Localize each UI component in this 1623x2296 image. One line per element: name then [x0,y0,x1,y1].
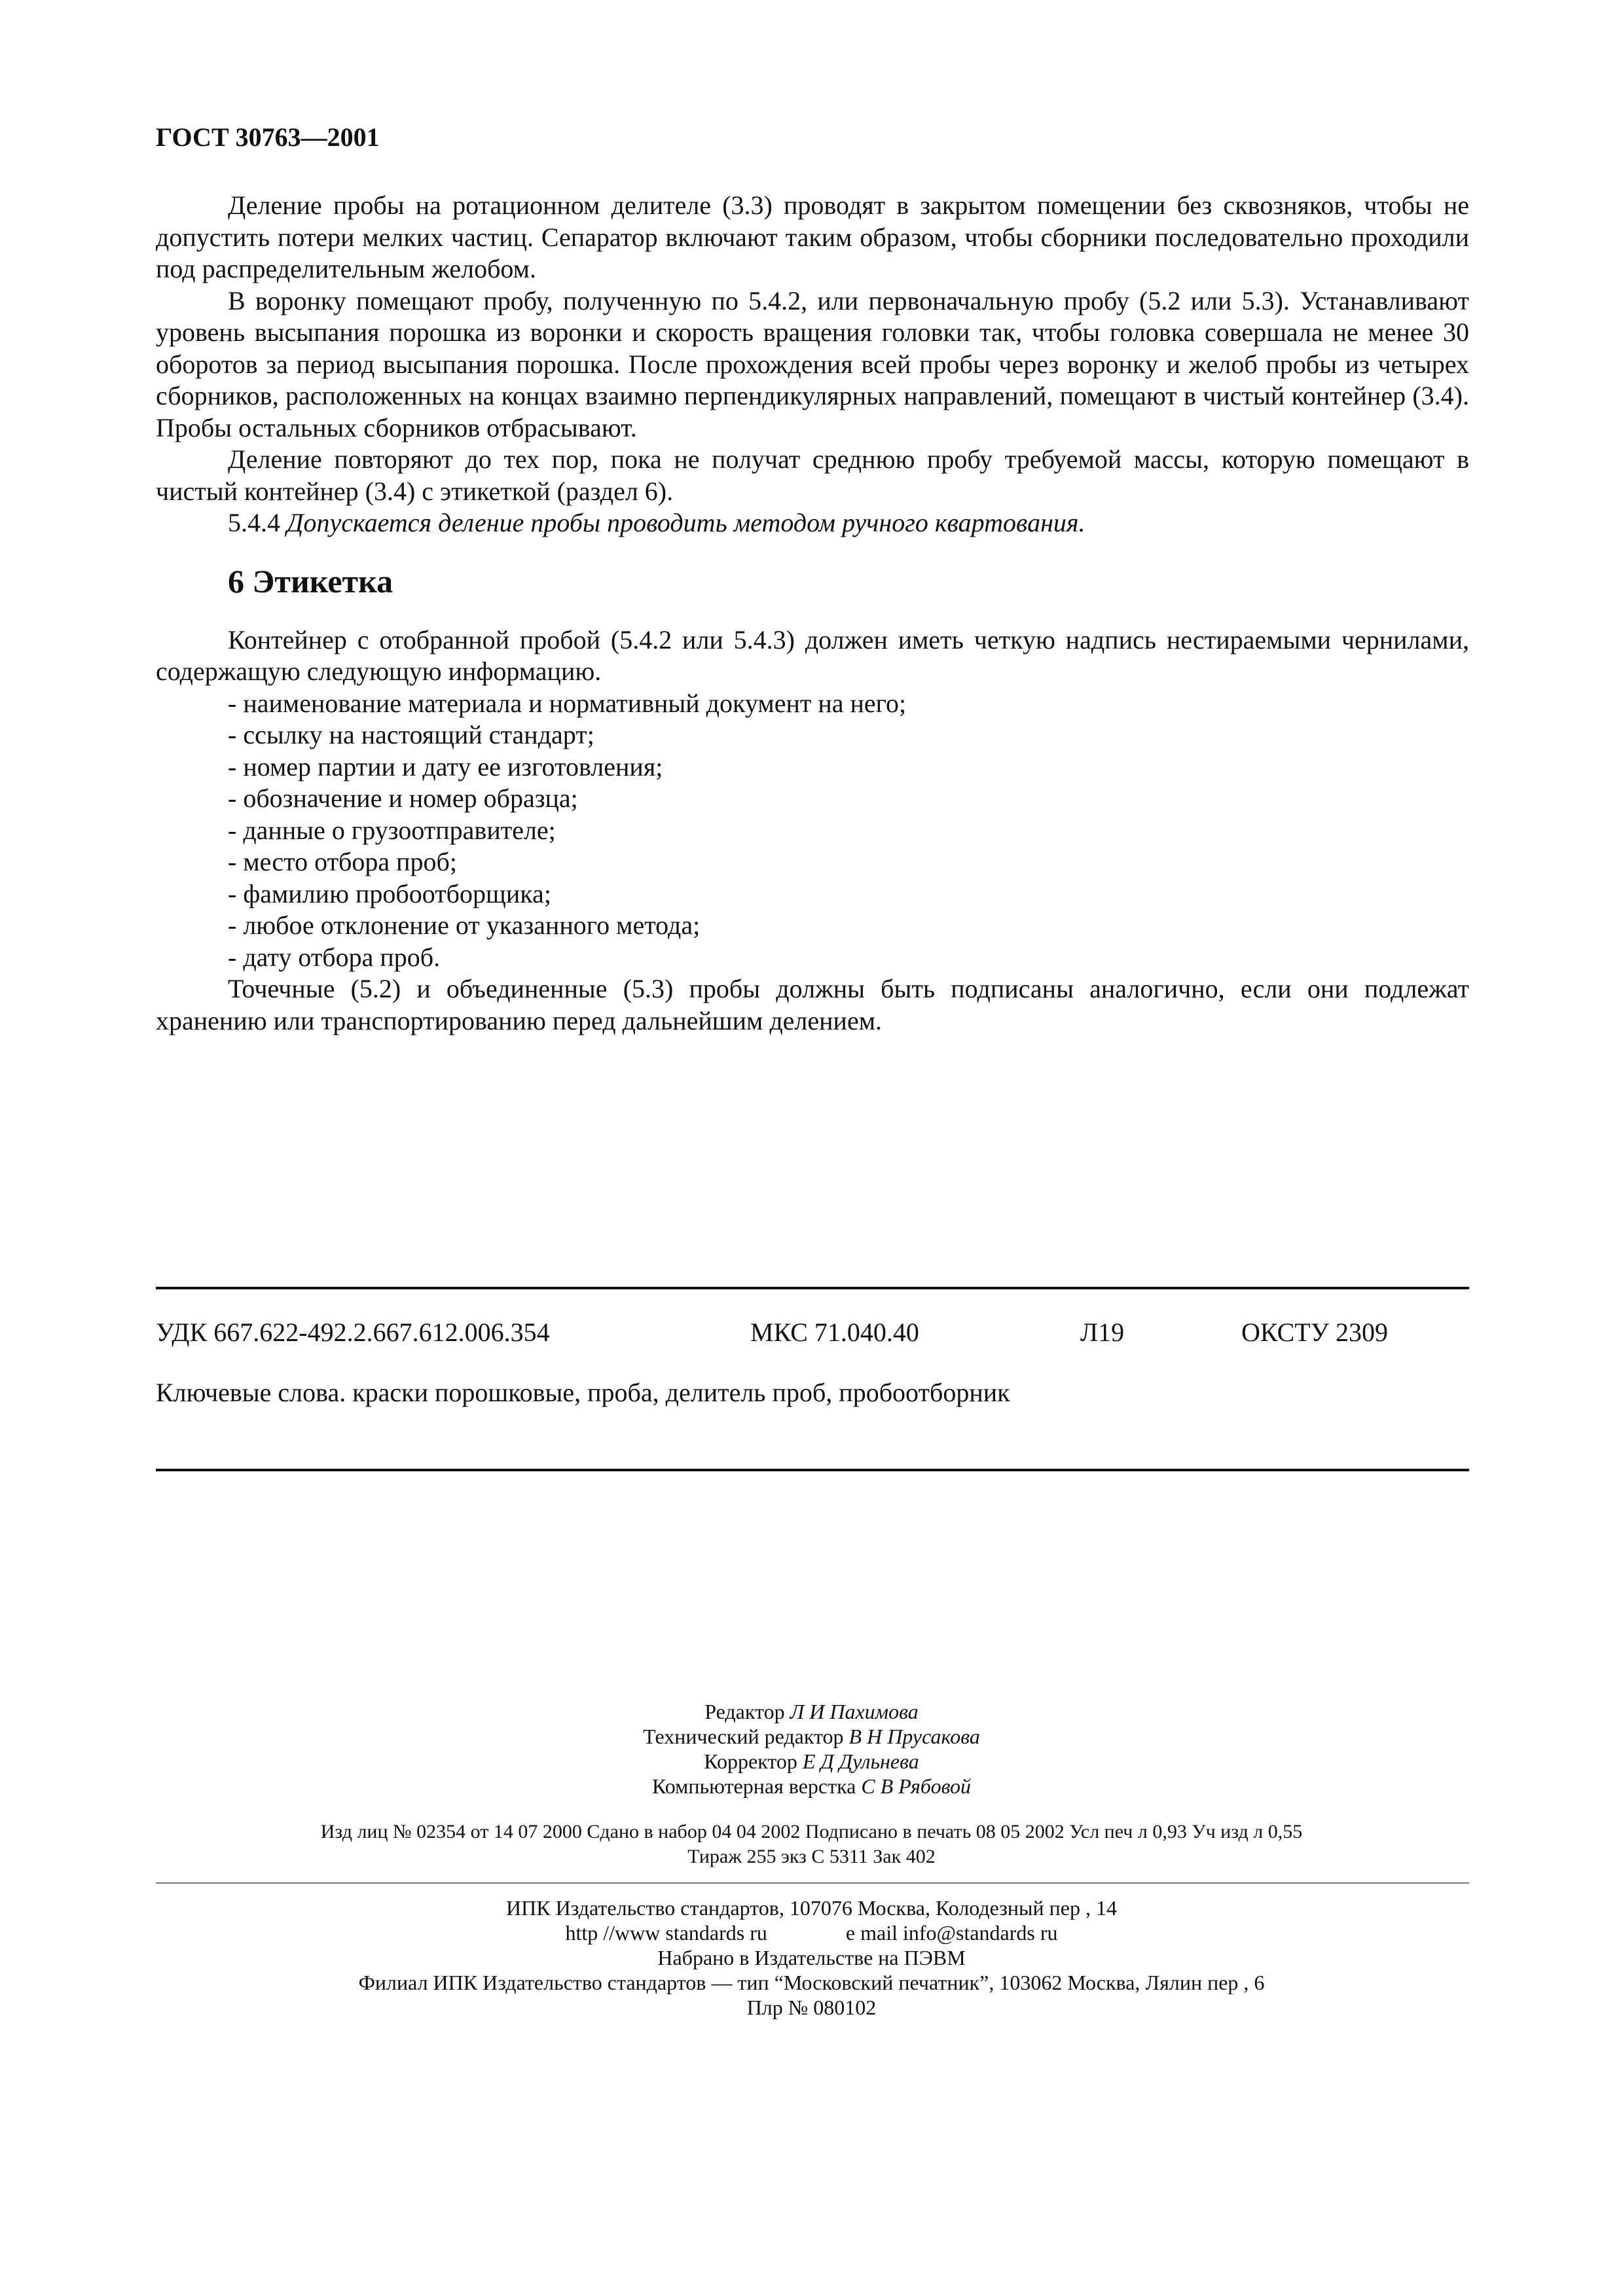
credit-role: Корректор [704,1749,797,1773]
print-info-line: Изд лиц № 02354 от 14 07 2000 Сдано в набор 04 04 2002 Подписано в печать 08 05 2002 Усл печ л 0,93 Уч изд л 0,55 [320,1821,1303,1842]
publisher-email: e mail info@standards ru [845,1921,1058,1945]
credits-block [0,1699,1623,1799]
credit-role: Технический редактор [643,1725,844,1748]
credit-corrector [0,1749,1623,1774]
credit-name: С В Рябовой [861,1774,972,1798]
paragraph-funnel-procedure: В воронку помещают пробу, полученную по 5.4.2, или первоначальную пробу (5.2 или 5.3). Устанавливают уровень высыпания порошка из воронки и скорость вращения головки так, чтобы головка совершала не менее 30 оборотов за период высыпания порошка. После прохождения всей пробы через воронку и желоб пробы из четырех сборников, расположенных на концах взаимно перпендикулярных направлений, помещают в чистый контейнер (3.4). Пробы остальных сборников отбрасывают. [156,285,1469,442]
publisher-typeset-note: Набрано в Издательстве на ПЭВМ [657,1946,966,1969]
l-code: Л19 [1080,1318,1125,1347]
publisher-branch: Филиал ИПК Издательство стандартов — тип “Московский печатник”, 103062 Москва, Лялин пер , 6 [358,1971,1265,1994]
paragraph-repeat-division: Деление повторяют до тех пор, пока не получат среднюю пробу требуемой массы, которую помещают в чистый контейнер (3.4) с этикеткой (раздел 6). [156,444,1469,506]
divider-top [156,1287,1469,1289]
list-item: - ссылку на настоящий стандарт; [228,720,594,749]
list-item: - фамилию пробоотборщика; [228,878,551,908]
list-item: - наименование материала и нормативный документ на него; [228,688,907,718]
credit-editor [0,1699,1623,1724]
print-run-line: Тираж 255 экз С 5311 Зак 402 [687,1846,936,1867]
print-info-block [0,1820,1623,1869]
clause-number: 5.4.4 [228,508,280,537]
list-item: - номер партии и дату ее изготовления; [228,751,663,781]
section-title-label: 6 Этикетка [228,562,393,600]
publisher-contacts [0,1920,1623,1945]
label-info-list [156,688,1469,974]
credit-name: Е Д Дульнева [802,1749,919,1773]
publisher-license: Плр № 080102 [746,1996,877,2019]
publisher-address: ИПК Издательство стандартов, 107076 Москва, Колодезный пер , 14 [506,1896,1117,1920]
credit-role: Компьютерная верстка [651,1774,856,1798]
paragraph-rotary-division: Деление пробы на ротационном делителе (3.3) проводят в закрытом помещении без сквозняков, чтобы не допустить потери мелких частиц. Сепаратор включают таким образом, чтобы сборники последовательно проходили под распределительным желобом. [156,190,1469,283]
udk-code: УДК 667.622-492.2.667.612.006.354 [156,1318,550,1347]
credit-role: Редактор [704,1700,785,1723]
credit-name: В Н Прусакова [848,1725,980,1748]
divider-thin [156,1882,1469,1884]
label-closing-paragraph: Точечные (5.2) и объединенные (5.3) пробы должны быть подписаны аналогично, если они подлежат хранению или транспортированию перед дальнейшим делением. [156,974,1469,1035]
clause-text: Допускается деление пробы проводить методом ручного квартования. [287,508,1085,537]
document-body [156,190,1469,1037]
clause-5-4-4 [156,507,1469,539]
publisher-block [0,1895,1623,2020]
list-item: - место отбора проб; [228,847,458,876]
list-item: - данные о грузоотправителе; [228,815,556,845]
label-intro-paragraph: Контейнер с отобранной пробой (5.4.2 или 5.4.3) должен иметь четкую надпись нестираемыми чернилами, содержащую следующую информацию. [156,624,1469,686]
page-header-standard-number: ГОСТ 30763—2001 [156,122,380,152]
credit-layout [0,1774,1623,1799]
credit-name: Л И Пахимова [790,1700,919,1723]
list-item: - любое отклонение от указанного метода; [228,910,701,940]
publisher-website: http //www standards ru [565,1921,767,1945]
list-item: - дату отбора проб. [228,942,441,972]
okstu-code: ОКСТУ 2309 [1241,1318,1389,1347]
keywords-line: Ключевые слова. краски порошковые, проба, делитель проб, пробоотборник [156,1378,1010,1407]
mks-code: МКС 71.040.40 [750,1318,919,1347]
divider-bottom [156,1469,1469,1471]
list-item: - обозначение и номер образца; [228,783,578,813]
credit-tech-editor [0,1724,1623,1749]
